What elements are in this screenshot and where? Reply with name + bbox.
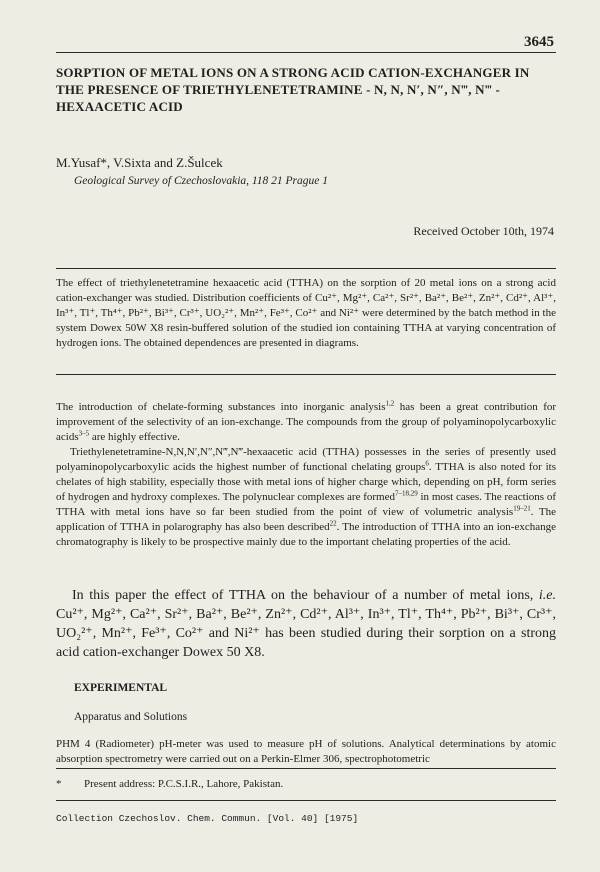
abstract bbox=[56, 276, 556, 351]
page-number: 3645 bbox=[524, 34, 554, 50]
intro-paragraph-1 bbox=[56, 400, 556, 445]
footnote-marker: * bbox=[56, 778, 62, 790]
intro-paragraph-2 bbox=[56, 445, 556, 550]
intro-text: . The introduction of TTHA into an ion-exchange chromatography is likely to be prospective mainly due to the important chelating properties of the acid. bbox=[56, 521, 556, 548]
abstract-ion-list: Cu²⁺, Mg²⁺, Ca²⁺, Sr²⁺, Ba²⁺, Be²⁺, Zn²⁺, Cd²⁺, Al³⁺, In³⁺, Tl⁺, Th⁴⁺, Pb²⁺, Bi³⁺, Cr³⁺, UO₂²⁺, Mn²⁺, Fe³⁺, Co²⁺ and Ni²⁺ bbox=[56, 292, 556, 319]
citation: 22 bbox=[329, 519, 337, 528]
citation: 7–18,29 bbox=[394, 489, 418, 498]
experimental-text bbox=[56, 737, 556, 767]
abstract-bottom-rule bbox=[56, 374, 556, 375]
aim-lead: In this paper the effect of TTHA on the behaviour of a number of metal ions, bbox=[72, 588, 534, 603]
introduction bbox=[56, 400, 556, 550]
journal-footer: Collection Czechoslov. Chem. Commun. [Vol. 40] [1975] bbox=[56, 813, 359, 824]
footnote-rule bbox=[56, 768, 556, 769]
intro-text: . The application of TTHA in polarography has also been described bbox=[56, 506, 557, 533]
subsection-heading: Apparatus and Solutions bbox=[74, 711, 188, 723]
intro-text: has been a great contribution for improvement of the selectivity of an ion-exchange. The compounds from the group of polyaminopolycarboxylic acids bbox=[56, 401, 557, 443]
intro-text: The introduction of chelate-forming substances into inorganic analysis bbox=[56, 401, 386, 413]
intro-text: are highly effective. bbox=[91, 431, 180, 443]
header-rule bbox=[56, 52, 556, 53]
aim-ie: i.e. bbox=[538, 588, 557, 603]
aim-tail: has been studied during their sorption on a strong acid cation-exchanger Dowex 50 X8. bbox=[56, 626, 556, 660]
section-heading-experimental: EXPERIMENTAL bbox=[74, 682, 168, 694]
aim-ion-list: Cu²⁺, Mg²⁺, Ca²⁺, Sr²⁺, Ba²⁺, Be²⁺, Zn²⁺, Cd²⁺, Al³⁺, In³⁺, Tl⁺, Th⁴⁺, Pb²⁺, Bi³⁺, Cr³⁺, UO₂²⁺, Mn²⁺, Fe³⁺, Co²⁺ and Ni²⁺ bbox=[56, 607, 556, 641]
aim-text bbox=[56, 586, 556, 662]
abstract-text-2: were determined by the batch method in the system Dowex 50W X8 resin-buffered solution of the studied ion containing TTHA at varying concentration of hydrogen ions. The obtained dependences are presented in diagrams. bbox=[56, 307, 556, 349]
authors: M.Yusaf*, V.Sixta and Z.Šulcek bbox=[56, 155, 223, 170]
citation: 19–21 bbox=[513, 504, 531, 513]
article-title: SORPTION OF METAL IONS ON A STRONG ACID CATION-EXCHANGER IN THE PRESENCE OF TRIETHYLENETETRAMINE - N, N, N′, N″, N‴, N‴ - HEXAACETIC ACID bbox=[56, 65, 530, 114]
citation: 1,2 bbox=[385, 399, 395, 408]
received-date: Received October 10th, 1974 bbox=[413, 224, 554, 238]
intro-text: in most cases. The reactions of TTHA with metal ions have so far been studied from the point of view of volumetric analysis bbox=[56, 491, 556, 518]
intro-text: Triethylenetetramine-N,N,N′,N″,N‴,N‴-hexaacetic acid (TTHA) possesses in the series of presently used polyaminopolycarboxylic acids the highest number of functional chelating groups bbox=[56, 446, 556, 473]
footnote bbox=[56, 778, 283, 790]
abstract-top-rule bbox=[56, 268, 556, 269]
intro-text: . TTHA is also noted for its chelates of high stability, especially those with metal ions of higher charge which, depending on pH, form series of hydrogen and hydroxy complexes. The polynuclear complexes are formed bbox=[56, 461, 557, 503]
affiliation: Geological Survey of Czechoslovakia, 118 21 Prague 1 bbox=[74, 175, 329, 187]
footer-rule bbox=[56, 800, 556, 801]
experimental-paragraph: PHM 4 (Radiometer) pH-meter was used to measure pH of solutions. Analytical determinations by atomic absorption spectrometry were carried out on a Perkin-Elmer 306, spectrophotometric bbox=[56, 738, 556, 765]
footnote-text: Present address: P.C.S.I.R., Lahore, Pakistan. bbox=[84, 778, 284, 790]
citation: 6 bbox=[425, 459, 429, 468]
citation: 3–5 bbox=[78, 429, 90, 438]
abstract-text-1: The effect of triethylenetetramine hexaacetic acid (TTHA) on the sorption of 20 metal ions on a strong acid cation-exchanger was studied. Distribution coefficients of bbox=[56, 277, 556, 304]
aim-paragraph bbox=[56, 586, 556, 662]
